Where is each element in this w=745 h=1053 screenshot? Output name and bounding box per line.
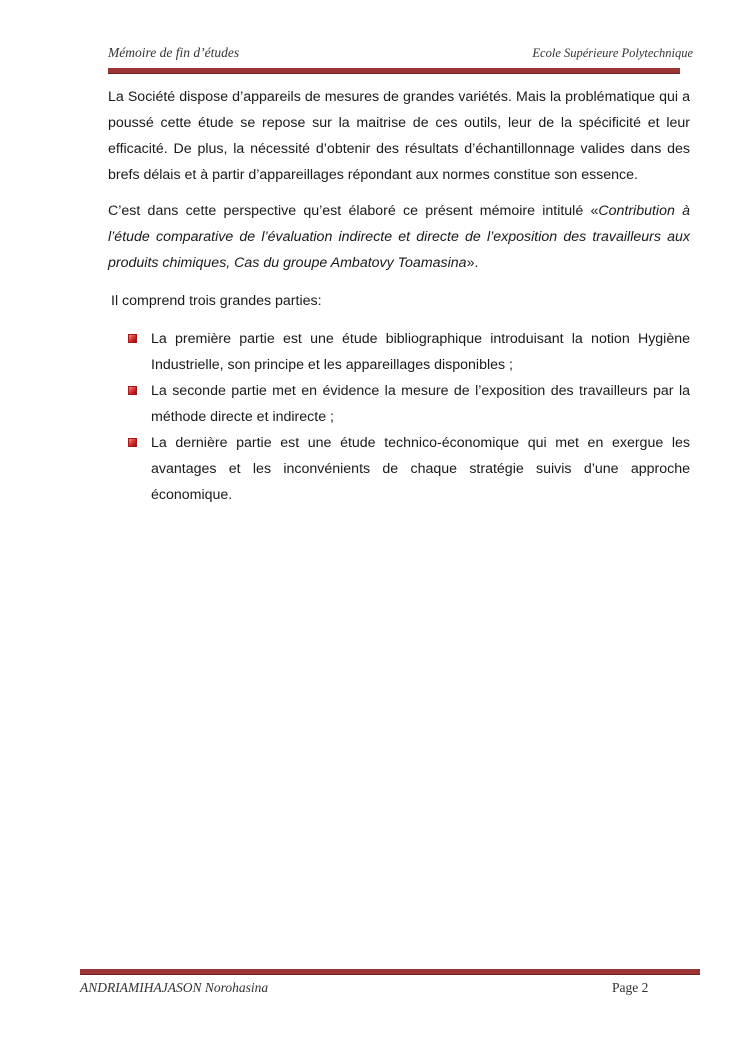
footer-author: ANDRIAMIHAJASON Norohasina [80, 980, 269, 995]
footer-rule [80, 969, 700, 975]
list-item [108, 430, 690, 508]
paragraph-perspective-end: ». [466, 255, 479, 271]
header-rule [108, 68, 680, 74]
list-item-text: La première partie est une étude bibliographique introduisant la notion Hygiène Industrielle, son principe et les appareillages disponibles ; [151, 331, 690, 373]
parts-list [108, 326, 690, 508]
page-body [108, 84, 690, 508]
header-title: Mémoire de fin d’études [108, 45, 240, 60]
page-number: Page 2 [612, 980, 649, 995]
square-bullet-icon [128, 438, 137, 447]
list-item-text: La seconde partie met en évidence la mesure de l’exposition des travailleurs par la méthode directe et indirecte ; [151, 383, 690, 425]
list-item-text: La dernière partie est une étude technico-économique qui met en exergue les avantages et les inconvénients de chaque stratégie suivis d’une approche économique. [151, 435, 690, 503]
list-item [108, 326, 690, 378]
paragraph-problem: La Société dispose d’appareils de mesures de grandes variétés. Mais la problématique qui a poussé cette étude se repose sur la maitrise de ces outils, leur de la spécificité et leur efficacité. De plus, la nécessité d’obtenir des résultats d’échantillonnage valides dans des brefs délais et à partir d’appareillages répondant aux normes constitue son essence. [108, 89, 690, 183]
thesis-title: Contribution à l’étude comparative de l’évaluation indirecte et directe de l’exposition des travailleurs aux produits chimiques, Cas du groupe Ambatovy Toamasina [108, 203, 690, 271]
parts-intro: Il comprend trois grandes parties: [111, 293, 322, 309]
paragraph-perspective-start: C’est dans cette perspective qu’est élaboré ce présent mémoire intitulé « [108, 203, 599, 219]
list-item [108, 378, 690, 430]
square-bullet-icon [128, 334, 137, 343]
square-bullet-icon [128, 386, 137, 395]
paragraph-perspective [108, 198, 690, 276]
header-school: Ecole Supérieure Polytechnique [532, 46, 693, 60]
